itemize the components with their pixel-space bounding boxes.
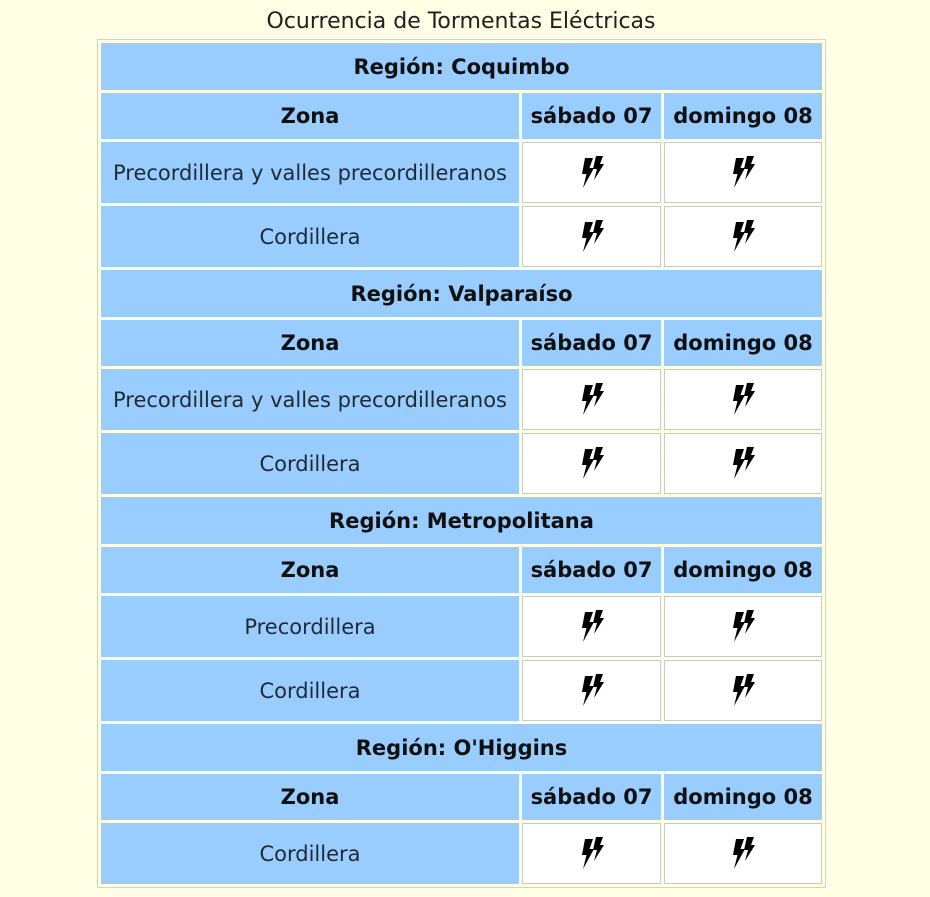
- lightning-bolt-icon: [728, 155, 758, 191]
- zone-name: Cordillera: [101, 823, 519, 884]
- lightning-bolt-icon: [728, 673, 758, 709]
- column-header-day2: domingo 08: [664, 547, 822, 593]
- table-row: [101, 823, 822, 884]
- storm-cell: [664, 596, 822, 657]
- storm-cell: [664, 142, 822, 203]
- region-title: Región: Metropolitana: [101, 497, 822, 544]
- storm-cell: [522, 596, 661, 657]
- zone-name: Cordillera: [101, 660, 519, 721]
- lightning-bolt-icon: [728, 446, 758, 482]
- region-row: [101, 497, 822, 544]
- region-row: [101, 43, 822, 90]
- lightning-bolt-icon: [577, 446, 607, 482]
- region-title: Región: Valparaíso: [101, 270, 822, 317]
- storm-cell: [664, 206, 822, 267]
- column-header-day1: sábado 07: [522, 547, 661, 593]
- column-header-day2: domingo 08: [664, 774, 822, 820]
- zone-name: Cordillera: [101, 206, 519, 267]
- column-header-zone: Zona: [101, 547, 519, 593]
- lightning-bolt-icon: [577, 673, 607, 709]
- storm-cell: [522, 823, 661, 884]
- column-header-zone: Zona: [101, 320, 519, 366]
- storm-occurrence-table: [97, 39, 826, 888]
- column-header-row: [101, 93, 822, 139]
- storm-cell: [522, 142, 661, 203]
- lightning-bolt-icon: [728, 609, 758, 645]
- lightning-bolt-icon: [728, 382, 758, 418]
- storm-cell: [664, 823, 822, 884]
- region-row: [101, 270, 822, 317]
- column-header-day1: sábado 07: [522, 774, 661, 820]
- lightning-bolt-icon: [577, 219, 607, 255]
- table-row: [101, 142, 822, 203]
- zone-name: Cordillera: [101, 433, 519, 494]
- table-row: [101, 660, 822, 721]
- column-header-row: [101, 547, 822, 593]
- storm-cell: [522, 206, 661, 267]
- storm-cell: [664, 433, 822, 494]
- lightning-bolt-icon: [577, 836, 607, 872]
- lightning-bolt-icon: [577, 155, 607, 191]
- column-header-day1: sábado 07: [522, 320, 661, 366]
- region-title: Región: O'Higgins: [101, 724, 822, 771]
- storm-cell: [522, 433, 661, 494]
- storm-cell: [664, 369, 822, 430]
- region-row: [101, 724, 822, 771]
- lightning-bolt-icon: [728, 219, 758, 255]
- storm-cell: [664, 660, 822, 721]
- column-header-row: [101, 320, 822, 366]
- column-header-day2: domingo 08: [664, 320, 822, 366]
- column-header-day2: domingo 08: [664, 93, 822, 139]
- page-title: Ocurrencia de Tormentas Eléctricas: [266, 9, 656, 34]
- lightning-bolt-icon: [577, 609, 607, 645]
- zone-name: Precordillera y valles precordilleranos: [101, 142, 519, 203]
- lightning-bolt-icon: [728, 836, 758, 872]
- table-row: [101, 433, 822, 494]
- table-body: [101, 43, 822, 884]
- table-row: [101, 369, 822, 430]
- column-header-day1: sábado 07: [522, 93, 661, 139]
- storm-cell: [522, 660, 661, 721]
- column-header-zone: Zona: [101, 774, 519, 820]
- storm-cell: [522, 369, 661, 430]
- table-row: [101, 206, 822, 267]
- column-header-zone: Zona: [101, 93, 519, 139]
- zone-name: Precordillera: [101, 596, 519, 657]
- region-title: Región: Coquimbo: [101, 43, 822, 90]
- zone-name: Precordillera y valles precordilleranos: [101, 369, 519, 430]
- table-row: [101, 596, 822, 657]
- lightning-bolt-icon: [577, 382, 607, 418]
- column-header-row: [101, 774, 822, 820]
